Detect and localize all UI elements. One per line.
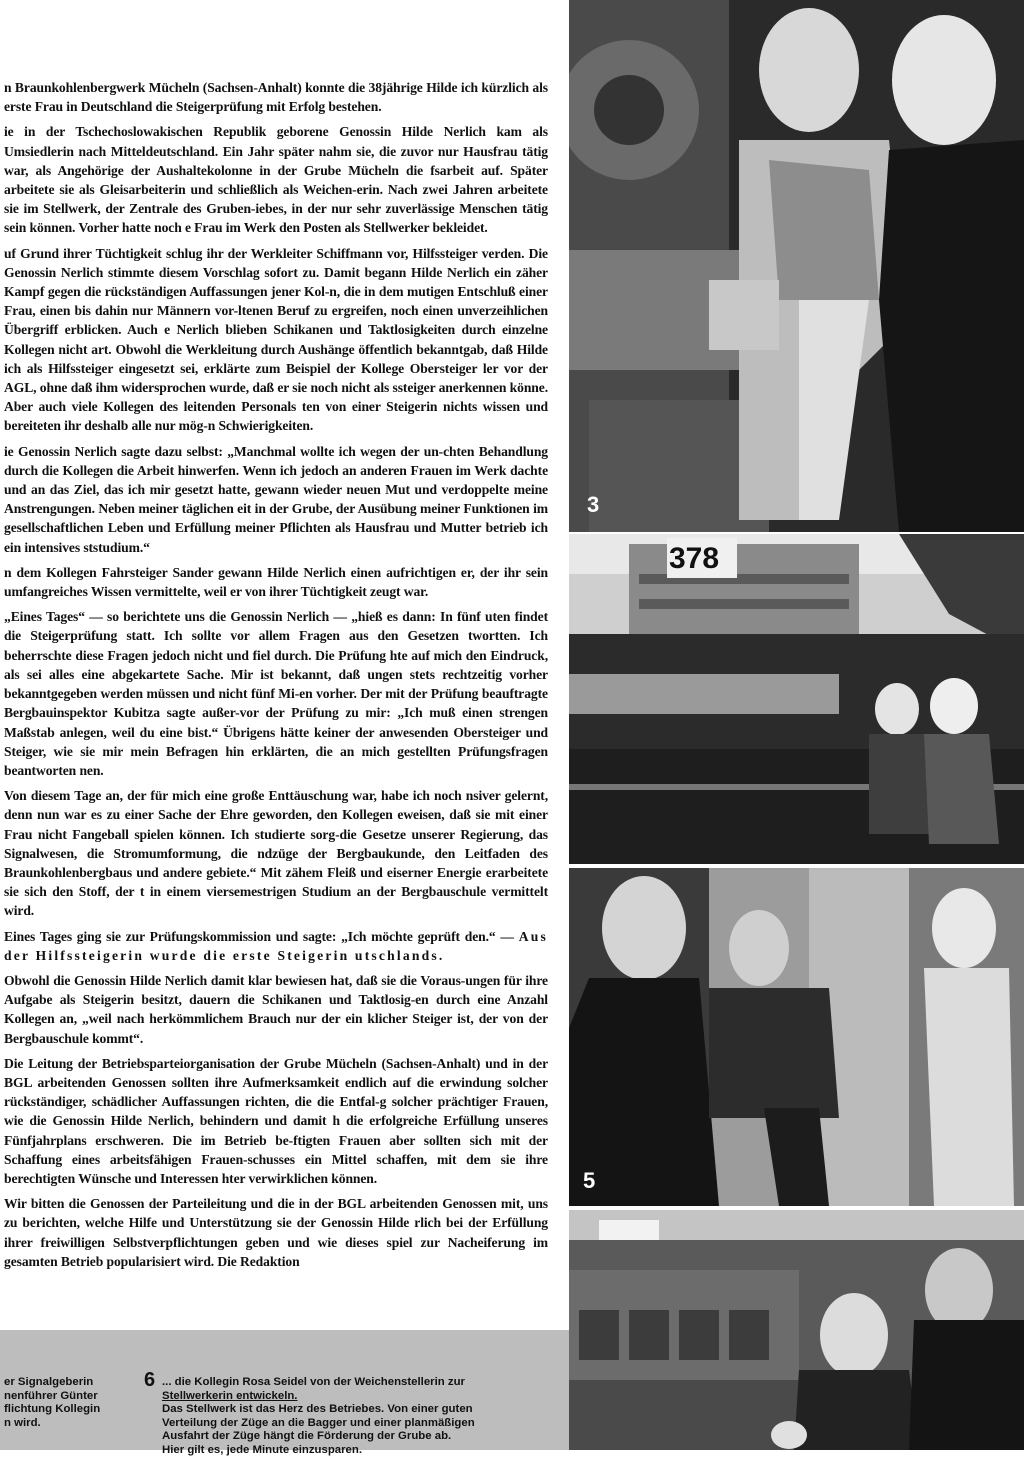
caption-6-line: Verteilung der Züge an die Bagger und einer planmäßigen [162, 1417, 562, 1431]
paragraph-10: Die Leitung der Betriebsparteiorganisation der Grube Mücheln (Sachsen-Anhalt) und in der BGL arbeitenden Genossen sollten ihre Aufmerksamkeit endlich auf die erwindung solcher rückständiger, schädlicher Auffassungen richten, die die Entfal-g solcher prächtiger Frauen, wie die Genossin Hilde Nerlich, behindern und damit h die erfolgreiche Erfüllung unseres Fünfjahrplans erschweren. Die im Betrieb be-ftigten Frauen aber sollten sich mit der Schaffung eines arbeitsfähigen Frauen-schusses ein Mittel schaffen, mit dem sie ihre berechtigten Wünsche und Interessen hter verwirklichen können. [0, 1054, 560, 1188]
excavator-number: 378 [669, 542, 719, 576]
photo-5-number: 5 [583, 1168, 595, 1194]
article-text [0, 78, 560, 1277]
paragraph-8-spaced: Aus der Hilfssteigerin wurde die erste Steigerin utschlands. [4, 929, 548, 963]
caption-6-number: 6 [144, 1374, 155, 1388]
paragraph-7: Von diesem Tage an, der für mich eine große Enttäuschung war, habe ich noch nsiver gelernt, denn nun war es zu einer Sache der Ehre geworden, den Kollegen eweisen, daß sie mit einer Frau nicht Fangeball spielen können. Ich studierte sorg-die Gesetze unserer Regierung, das Signalwesen, die Stromumformung, die ndzüge der Bergbaukunde, den Leitfaden des Braunkohlenbergbaus und andere gebiete.“ Mit zähem Fleiß und eiserner Energie erarbeitete sie sich den Stoff, der t in einem viersemestrigen Studium an der Bergbauschule vermittelt wird. [0, 786, 560, 920]
paragraph-3: uf Grund ihrer Tüchtigkeit schlug ihr der Werkleiter Schiffmann vor, Hilfssteiger verden. Die Genossin Nerlich stimmte diesem Vorschlag sofort zu. Damit begann Hilde Nerlich ein zäher Kampf gegen die rückständigen Auffassungen jener Kol-n, die in dem mutigen Entschluß einer Frau, einen bis dahin nur Männern vor-ltenen Beruf zu ergreifen, noch einen unverzeihlichen Übergriff erblicken. Auch e Nerlich blieben Schikanen und Taktlosigkeiten durch einzelne Kollegen nicht art. Obwohl die Werkleitung durch Aushänge öffentlich bekanntgab, daß Hilde ich als Hilfssteiger eingesetzt sei, erklärte zum Beispiel der Kollege Obersteiger ler vor der AGL, ohne daß ihm widersprochen wurde, daß er sie noch nicht als ssteiger anerkennen könne. Aber auch viele Kollegen des leitenden Personals ten von einer Steigerin nichts wissen und bereiteten ihr deshalb alle nur mög-n Schwierigkeiten. [0, 244, 560, 436]
caption-6-line: Stellwerkerin entwickeln. [162, 1390, 562, 1404]
photo-5-group-doorway [569, 868, 1024, 1206]
paragraph-1: n Braunkohlenbergwerk Mücheln (Sachsen-Anhalt) konnte die 38jährige Hilde ich kürzlich als erste Frau in Deutschland die Steigerprüfung mit Erfolg bestehen. [0, 78, 560, 116]
photo-6-signal-box [569, 1210, 1024, 1450]
photo-4-excavator-378 [569, 534, 1024, 864]
photo-3-number: 3 [587, 492, 599, 518]
photo-3-women-at-machine [569, 0, 1024, 532]
paragraph-11: Wir bitten die Genossen der Parteileitung und die in der BGL arbeitenden Genossen mit, uns zu berichten, welche Hilfe und Unterstützung sie der Genossin Hilde rlich bei der Erfüllung ihrer freiwilligen Selbstverpflichtungen geben und wie dieses spiel zur Nacheiferung im gesamten Betrieb popularisiert wird. Die Redaktion [0, 1194, 560, 1271]
paragraph-4: ie Genossin Nerlich sagte dazu selbst: „Manchmal wollte ich wegen der un-chten Behandlung durch die Kollegen die Arbeit hinwerfen. Wenn ich jedoch an anderen Frauen im Werk dachte und an das Ziel, das ich mir gesetzt hatte, gewann wieder neuen Mut und verdoppelte meine Anstrengungen. Neben meiner täglichen eit in der Grube, der Ausübung meiner Funktionen im gesellschaftlichen Leben und Erfüllung meiner Pflichten als Hausfrau und Mutter betrieb ich ein intensives ststudium.“ [0, 442, 560, 557]
caption-5-line: n wird. [4, 1417, 144, 1431]
paragraph-5: n dem Kollegen Fahrsteiger Sander gewann Hilde Nerlich einen aufrichtigen er, der ihr sein umfangreiches Wissen vermittelte, weil er von ihrer Tüchtigkeit zeugt war. [0, 563, 560, 601]
caption-6-line: Das Stellwerk ist das Herz des Betriebes. Von einer guten [162, 1403, 562, 1417]
caption-6-line: ... die Kollegin Rosa Seidel von der Weichenstellerin zur [162, 1376, 562, 1390]
caption-6 [162, 1376, 562, 1457]
paragraph-8 [0, 927, 560, 965]
caption-5-line: er Signalgeberin [4, 1376, 144, 1390]
caption-5-line: nenführer Günter [4, 1390, 144, 1404]
caption-bar [0, 1330, 569, 1450]
paragraph-6: „Eines Tages“ — so berichtete uns die Genossin Nerlich — „hieß es dann: In fünf uten findet die Steigerprüfung statt. Ich sollte vor allem Fragen aus den Gesetzen twortten. Ich beherrschte diese Fragen jedoch nicht und fiel durch. Die Prüfung hte auf mich den Eindruck, als sei alles eine abgekartete Sache. Mir ist bekannt, daß ungen stets rechtzeitig vorher bekanntgegeben werden müssen und nicht fünf Mi-en vorher. Der mit der Prüfung beauftragte Bergbauinspektor Kubitza sagte außer-vor der Prüfung zu mir: „Ich muß einen strengen Maßstab anlegen, weil du eine bist.“ Übrigens hätte keiner der anwesenden Obersteiger und Steiger, wie sie mir mein Befragen hin erklärten, die an mich gestellten Prüfungsfragen beantworten nen. [0, 607, 560, 780]
paragraph-8-text: Eines Tages ging sie zur Prüfungskommission und sagte: „Ich möchte geprüft den.“ — [4, 929, 519, 944]
caption-5 [4, 1376, 144, 1430]
caption-5-line: flichtung Kollegin [4, 1403, 144, 1417]
caption-6-line: Ausfahrt der Züge hängt die Förderung der Grube ab. [162, 1430, 562, 1444]
caption-6-line: Hier gilt es, jede Minute einzusparen. [162, 1444, 562, 1457]
paragraph-9: Obwohl die Genossin Hilde Nerlich damit klar bewiesen hat, daß sie die Voraus-ungen für ihre Aufgabe als Steigerin besitzt, dauern die Schikanen und Taktlosig-en durch eine Anzahl Kollegen an, „weil nach herkömmlichem Brauch nur der ein klicher Steiger ist, der von der Bergbauschule kommt“. [0, 971, 560, 1048]
paragraph-2: ie in der Tschechoslowakischen Republik geborene Genossin Hilde Nerlich kam als Umsiedlerin nach Mitteldeutschland. Ein Jahr später nahm sie, die zuvor nur Hausfrau tätig war, als Angehörige der Aushaltekolonne in der Grube Mücheln die fsarbeit auf. Später arbeitete sie als Gleisarbeiterin und schließlich als Weichen-erin. Nach zwei Jahren arbeitete sie im Stellwerk, der Zentrale des Gruben-iebes, in der nur sehr zuverlässige Menschen tätig sein können. Vorher hatte noch e Frau im Werk den Posten als Stellwerker bekleidet. [0, 122, 560, 237]
